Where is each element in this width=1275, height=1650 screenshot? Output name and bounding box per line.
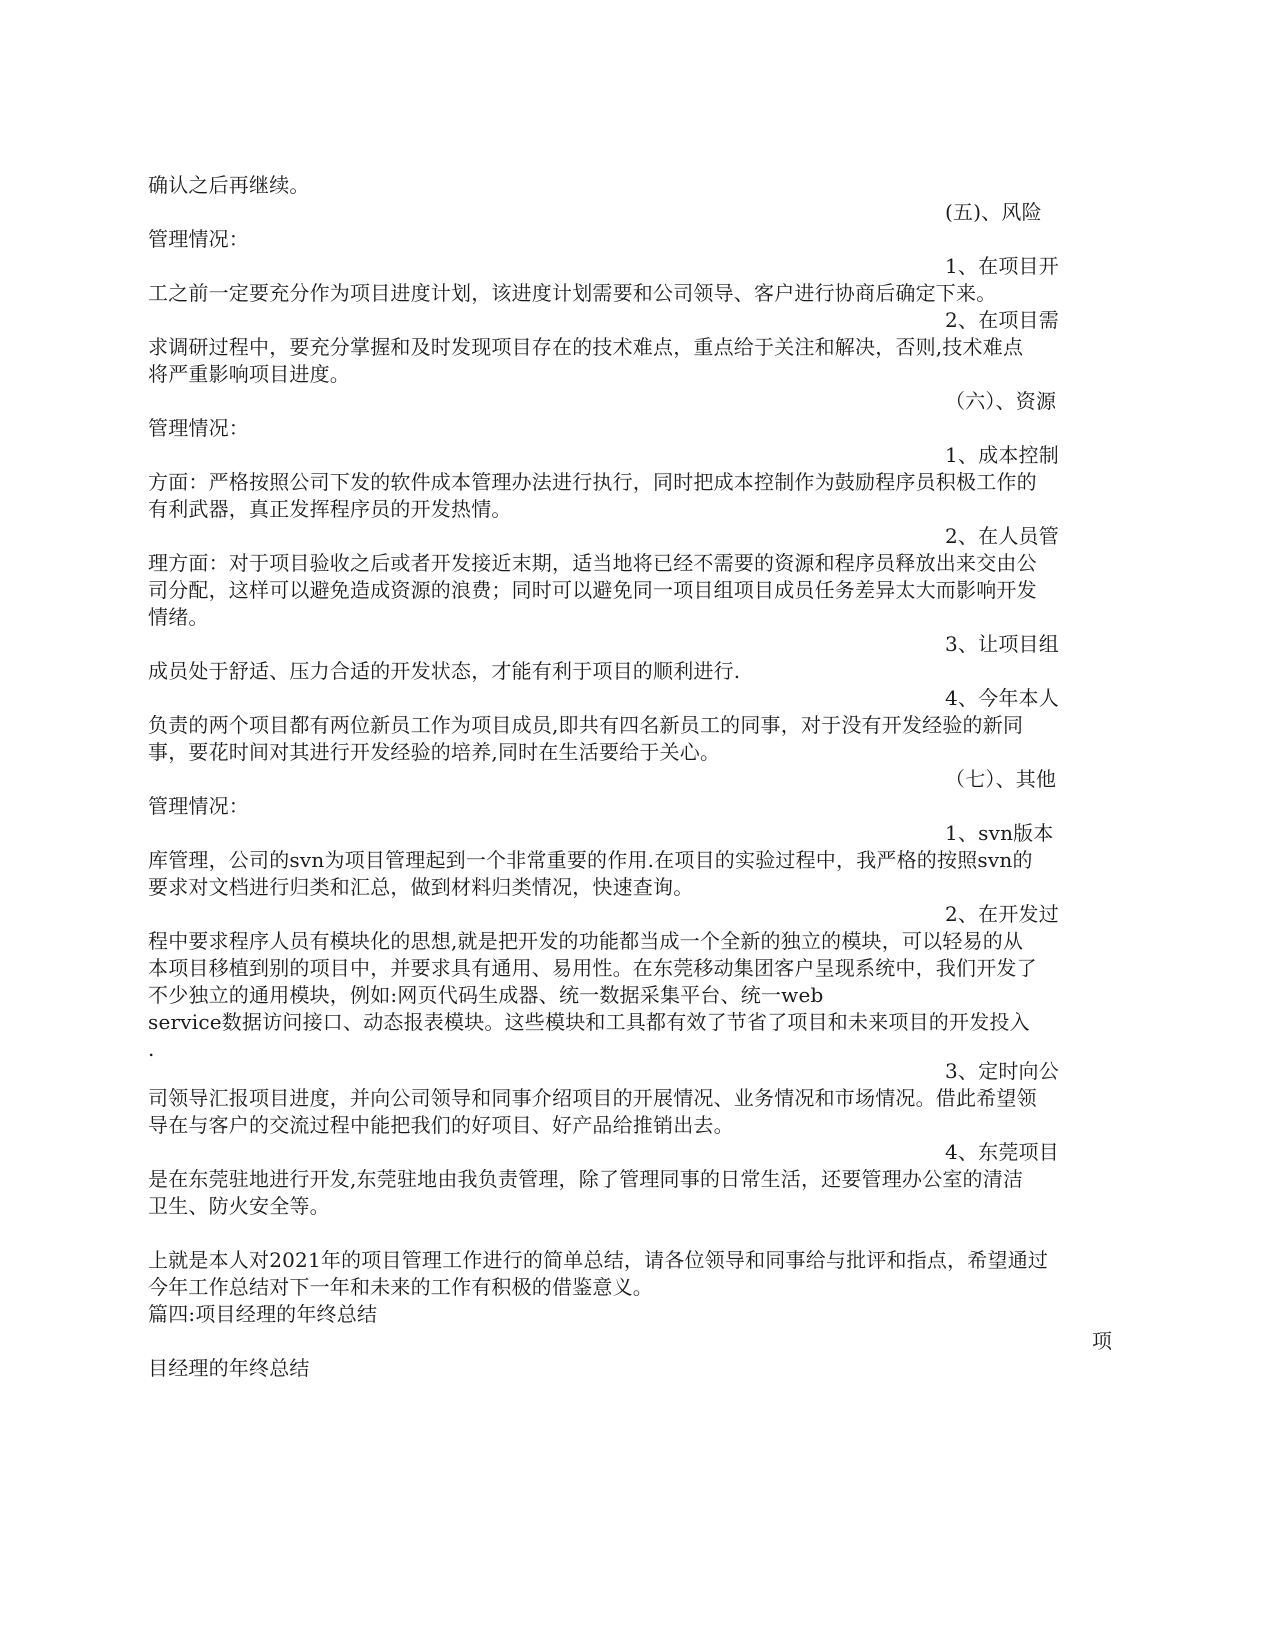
body-text-line: 有利武器，真正发挥程序员的开发热情。 [148, 497, 512, 521]
body-text-line: 事，要花时间对其进行开发经验的培养,同时在生活要给于关心。 [148, 740, 721, 764]
body-text-line: 本项目移植到别的项目中，并要求具有通用、易用性。在东莞移动集团客户呈现系统中，我们开发了 [148, 956, 1037, 980]
list-item-number: 2、在开发过 [945, 902, 1059, 926]
section-heading-other: （七）、其他 [945, 767, 1057, 791]
body-text-line: 导在与客户的交流过程中能把我们的好项目、好产品给推销出去。 [148, 1113, 734, 1137]
body-text-line: 目经理的年终总结 [148, 1356, 310, 1380]
article-heading: 篇四:项目经理的年终总结 [148, 1302, 378, 1326]
list-item-number: 2、在人员管 [945, 524, 1059, 548]
list-item-number: 1、svn版本 [945, 821, 1054, 845]
body-text-line: 管理情况： [148, 416, 249, 440]
list-item-number: 2、在项目需 [945, 308, 1059, 332]
body-text-line: 是在东莞驻地进行开发,东莞驻地由我负责管理，除了管理同事的日常生活，还要管理办公室的清洁 [148, 1167, 1024, 1191]
body-text-line: 负责的两个项目都有两位新员工作为项目成员,即共有四名新员工的同事，对于没有开发经验的新同 [148, 713, 1024, 737]
body-text-line: 成员处于舒适、压力合适的开发状态，才能有利于项目的顺利进行. [148, 659, 741, 683]
body-text-line: 确认之后再继续。 [148, 173, 310, 197]
heading-fragment: 项 [1092, 1329, 1113, 1353]
list-item-number: 3、让项目组 [945, 632, 1059, 656]
body-text-line: 司领导汇报项目进度，并向公司领导和同事介绍项目的开展情况、业务情况和市场情况。借此希望领 [148, 1086, 1037, 1110]
body-text-line: 方面：严格按照公司下发的软件成本管理办法进行执行，同时把成本控制作为鼓励程序员积极工作的 [148, 470, 1037, 494]
body-text-line: . [148, 1037, 155, 1061]
body-text-line: 理方面：对于项目验收之后或者开发接近末期，适当地将已经不需要的资源和程序员释放出来交由公 [148, 551, 1037, 575]
list-item-number: 3、定时向公 [945, 1059, 1059, 1083]
body-text-line: service数据访问接口、动态报表模块。这些模块和工具都有效了节省了项目和未来项目的开发投入 [148, 1010, 1030, 1034]
body-text-line: 管理情况： [148, 227, 249, 251]
section-heading-risk: (五)、风险 [945, 200, 1042, 224]
body-text-line: 工之前一定要充分作为项目进度计划，该进度计划需要和公司领导、客户进行协商后确定下来。 [148, 281, 997, 305]
body-text-line: 要求对文档进行归类和汇总，做到材料归类情况，快速查询。 [148, 875, 694, 899]
section-heading-resources: （六）、资源 [945, 389, 1057, 413]
list-item-number: 1、在项目开 [945, 254, 1059, 278]
body-text-line: 将严重影响项目进度。 [148, 362, 350, 386]
body-text-line: 上就是本人对2021年的项目管理工作进行的简单总结，请各位领导和同事给与批评和指点，希望通过 [148, 1248, 1049, 1272]
list-item-number: 1、成本控制 [945, 443, 1059, 467]
body-text-line: 程中要求程序人员有模块化的思想,就是把开发的功能都当成一个全新的独立的模块，可以轻易的从 [148, 929, 1024, 953]
body-text-line: 求调研过程中，要充分掌握和及时发现项目存在的技术难点，重点给于关注和解决，否则,技术难点 [148, 335, 1024, 359]
list-item-number: 4、今年本人 [945, 686, 1059, 710]
list-item-number: 4、东莞项目 [945, 1140, 1059, 1164]
body-text-line: 卫生、防火安全等。 [148, 1194, 330, 1218]
body-text-line: 不少独立的通用模块，例如:网页代码生成器、统一数据采集平台、统一web [148, 983, 824, 1007]
body-text-line: 今年工作总结对下一年和未来的工作有积极的借鉴意义。 [148, 1275, 653, 1299]
body-text-line: 库管理，公司的svn为项目管理起到一个非常重要的作用.在项目的实验过程中，我严格的按照svn的 [148, 848, 1033, 872]
body-text-line: 管理情况： [148, 794, 249, 818]
body-text-line: 情绪。 [148, 605, 209, 629]
body-text-line: 司分配，这样可以避免造成资源的浪费；同时可以避免同一项目组项目成员任务差异太大而影响开发 [148, 578, 1037, 602]
